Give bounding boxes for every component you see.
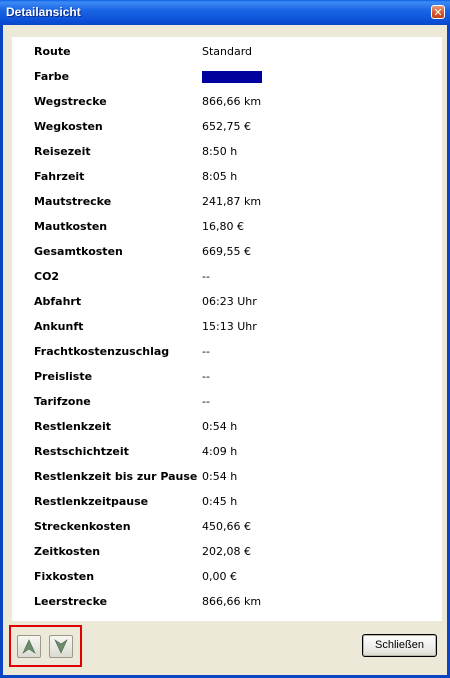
detail-row: [12, 242, 442, 262]
previous-route-button[interactable]: [17, 635, 41, 658]
detail-label: Tarifzone: [34, 395, 91, 408]
detail-row: [12, 117, 442, 137]
detail-value: 0:54 h: [202, 420, 238, 433]
detail-row: [12, 542, 442, 562]
detail-label: Fixkosten: [34, 570, 95, 583]
detail-value: --: [202, 395, 210, 408]
detail-value: 652,75 €: [202, 120, 251, 133]
arrow-up-icon: [22, 639, 36, 654]
detail-label: Farbe: [34, 70, 70, 83]
arrow-down-icon: [54, 639, 68, 654]
detail-label: CO2: [34, 270, 60, 283]
detail-label: Frachtkostenzuschlag: [34, 345, 170, 358]
detail-label: Preisliste: [34, 370, 93, 383]
detail-row: [12, 367, 442, 387]
detail-row: [12, 167, 442, 187]
detail-value: 16,80 €: [202, 220, 244, 233]
detail-label: Gesamtkosten: [34, 245, 123, 258]
window-close-button[interactable]: [431, 5, 445, 19]
window-title: Detailansicht: [6, 5, 81, 19]
details-panel: [12, 37, 442, 621]
detail-value: --: [202, 345, 210, 358]
close-button[interactable]: Schließen: [362, 634, 437, 657]
detail-value: 8:50 h: [202, 145, 238, 158]
detail-value: 15:13 Uhr: [202, 320, 257, 333]
detail-row: [12, 417, 442, 437]
detail-row: [12, 317, 442, 337]
detail-value: 450,66 €: [202, 520, 251, 533]
detail-row: [12, 42, 442, 62]
detail-row: [12, 267, 442, 287]
detail-label: Wegkosten: [34, 120, 103, 133]
detail-row: [12, 292, 442, 312]
detail-value: --: [202, 370, 210, 383]
route-color-swatch: [202, 71, 262, 83]
detail-value: 866,66 km: [202, 95, 262, 108]
detail-row: [12, 567, 442, 587]
detail-row: [12, 517, 442, 537]
detail-label: Restlenkzeitpause: [34, 495, 149, 508]
detail-label: Ankunft: [34, 320, 84, 333]
detail-label: Reisezeit: [34, 145, 91, 158]
detail-row: [12, 92, 442, 112]
detail-label: Leerstrecke: [34, 595, 108, 608]
detail-label: Restlenkzeit: [34, 420, 112, 433]
detail-row: [12, 67, 442, 87]
detail-label: Wegstrecke: [34, 95, 107, 108]
detail-row: [12, 442, 442, 462]
detail-label: Fahrzeit: [34, 170, 85, 183]
detail-label: Restschichtzeit: [34, 445, 129, 458]
next-route-button[interactable]: [49, 635, 73, 658]
detail-label: Streckenkosten: [34, 520, 131, 533]
detail-row: [12, 142, 442, 162]
detail-value: 4:09 h: [202, 445, 238, 458]
detail-value: 241,87 km: [202, 195, 262, 208]
detail-row: [12, 592, 442, 612]
detail-label: Route: [34, 45, 71, 58]
detail-row: [12, 342, 442, 362]
detail-label: Restlenkzeit bis zur Pause: [34, 470, 198, 483]
detail-value: 866,66 km: [202, 595, 262, 608]
detail-value: 0:54 h: [202, 470, 238, 483]
detail-label: Mautkosten: [34, 220, 108, 233]
detail-value: 202,08 €: [202, 545, 251, 558]
detail-value: 8:05 h: [202, 170, 238, 183]
title-bar[interactable]: [0, 0, 450, 25]
detail-value: --: [202, 270, 210, 283]
detail-value: 06:23 Uhr: [202, 295, 257, 308]
detail-row: [12, 217, 442, 237]
navigation-box: [9, 625, 82, 667]
detail-row: [12, 392, 442, 412]
detail-value: Standard: [202, 45, 253, 58]
close-icon: ✕: [433, 6, 443, 19]
detail-row: [12, 467, 442, 487]
detail-value: 0,00 €: [202, 570, 237, 583]
detail-label: Zeitkosten: [34, 545, 101, 558]
detail-label: Mautstrecke: [34, 195, 112, 208]
detail-row: [12, 192, 442, 212]
detail-value: 669,55 €: [202, 245, 251, 258]
detail-label: Abfahrt: [34, 295, 82, 308]
detail-row: [12, 492, 442, 512]
detail-value: 0:45 h: [202, 495, 238, 508]
